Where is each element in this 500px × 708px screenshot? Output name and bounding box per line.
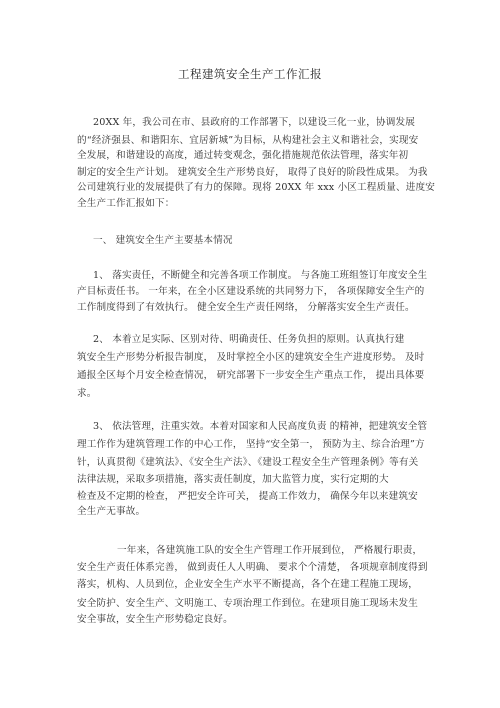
paragraph-line: 针，认真贯彻《建筑法》、《安全生产法》、《建设工程安全生产管理条例》等有关 bbox=[77, 457, 419, 468]
paragraph-line: 制定的安全生产计划。 建筑安全生产形势良好， 取得了良好的阶段性成果。 为我 bbox=[77, 167, 428, 178]
paragraph-line: 全发展，和谐建设的高度，通过转变观念，强化措施规范依法管理，落实年初 bbox=[77, 150, 409, 161]
paragraph-line: 安全事故，安全生产形势稳定良好。 bbox=[77, 614, 233, 625]
paragraph-line: 全生产工作汇报如下： bbox=[77, 198, 175, 209]
paragraph-line: 落实，机构、人员到位，企业安全生产水平不断提高，各个在建工程施工现场， bbox=[77, 579, 419, 590]
paragraph-line: 求。 bbox=[77, 388, 97, 399]
paragraph-line: 法律法规，采取多项措施，落实责任制度，加大监管力度，实行定期的大 bbox=[77, 474, 389, 485]
paragraph-line: 理工作作为建筑管理工作的中心工作， 坚持“安全第一， 预防为主、综合治理”方 bbox=[77, 439, 425, 450]
paragraph-line: 工作制度得到了有效执行。 健全安全生产责任网络， 分解落实安全生产责任。 bbox=[77, 302, 415, 313]
document-title: 工程建筑安全生产工作汇报 bbox=[178, 67, 322, 81]
paragraph-line: 安全生产责任体系完善， 做到责任人人明确、 要求个个清楚， 各项规章制度得到 bbox=[77, 562, 428, 573]
paragraph-line: 筑安全生产形势分析报告制度， 及时掌控全小区的建筑安全生产进度形势。 及时 bbox=[77, 352, 425, 363]
paragraph-line: 公司建筑行业的发展提供了有力的保障。现将 20XX 年 xxx 小区工程质量、进度安 bbox=[77, 182, 436, 193]
paragraph-line: 3、 依法管理，注重实效。本着对国家和人民高度负责 的精神，把建筑安全管 bbox=[93, 421, 428, 432]
paragraph-line: 安全防护、安全生产、文明施工、专项治理工作到位。在建项目施工现场未发生 bbox=[77, 598, 419, 609]
paragraph-line: 一年来，各建筑施工队的安全生产管理工作开展到位， 严格履行职责， bbox=[117, 545, 423, 556]
paragraph-line: 检查及不定期的检查， 严把安全许可关， 提高工作效力， 确保今年以来建筑安 bbox=[77, 491, 418, 502]
section-heading: 一、 建筑安全生产主要基本情况 bbox=[93, 235, 233, 246]
paragraph-line: 通报全区每个月安全检查情况， 研究部署下一步安全生产重点工作， 提出具体要 bbox=[77, 370, 425, 381]
paragraph-line: 产目标责任书。 一年来，在全小区建设系统的共同努力下， 各项保障安全生产的 bbox=[77, 286, 425, 297]
paragraph-line: 20XX 年，我公司在市、县政府的工作部署下，以建设三化一业，协调发展 bbox=[93, 117, 415, 128]
paragraph-line: 2、 本着立足实际、区别对待、明确责任、任务负担的原则。认真执行建 bbox=[93, 334, 405, 345]
paragraph-line: 的“经济强县、和谐阳东、宜居新城”为目标，从构建社会主义和谐社会，实现安 bbox=[77, 135, 419, 146]
paragraph-line: 1、 落实责任，不断健全和完善各项工作制度。 与各施工班组签订年度安全生 bbox=[93, 270, 428, 281]
paragraph-line: 全生产无事故。 bbox=[77, 506, 146, 517]
